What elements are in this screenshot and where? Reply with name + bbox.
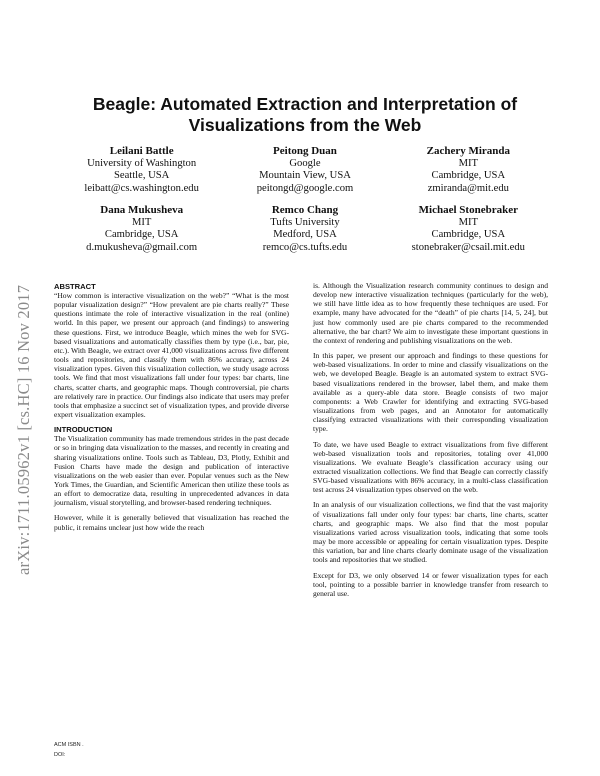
left-column	[54, 282, 289, 538]
arxiv-identifier: arXiv:1711.05962v1 [cs.HC] 16 Nov 2017	[14, 284, 33, 576]
footnote-isbn: ACM ISBN .	[54, 742, 84, 748]
author-location: Mountain View, USA	[259, 170, 351, 181]
author-affiliation: Google	[289, 157, 321, 169]
author-name: Zachery Miranda	[426, 145, 511, 157]
author-location: Cambridge, USA	[431, 229, 506, 240]
body-paragraph: is. Although the Visualization research community continues to design and develop new interactive visualization techniques (particularly for the web), we still have little idea as to how frequently these techniques are used. For example, many have advocated for the “death” of pie charts [14, 5, 24], but just how commonly used are pie charts compared to the recommended alternative, the bar chart? We aim to investigate these important questions in the context of rendering and publishing visualizations on the web.	[313, 281, 548, 345]
intro-paragraph: The Visualization community has made tremendous strides in the past decade or so in bringing data visualization to the masses, and recently in creating and sharing visualizations online. Tools such as Tableau, D3, Plotly, Exhibit and Fusion Charts have made the design and publication of interactive visualizations on the web easier than ever. Popular venues such as the New York Times, the Guardian, and Scientific American then utilize these tools as an effort to democratize data, resulting in unprecedented advances in data journalism, visual storytelling, and browser-based rendering techniques.	[54, 434, 289, 508]
author-entry	[223, 204, 386, 254]
author-email: d.mukusheva@gmail.com	[86, 241, 198, 253]
author-name: Leilani Battle	[109, 145, 174, 157]
body-paragraph: In this paper, we present our approach and findings to these questions for web-based visualizations. In order to mine and classify visualizations on the web, we developed Beagle. Beagle is an automated system to extract SVG-based visualizations rendered in the browser, label them, and make them available as a query-able data store. Beagle consists of two major components: a Web Crawler for identifying and extracting SVG-based visualizations from web pages, and an Annotator for automatically classifying extracted visualizations with their corresponding visualization type.	[313, 351, 548, 434]
author-entry	[60, 145, 223, 195]
body-paragraph: In an analysis of our visualization collections, we find that the vast majority of visualizations fall under only four types: bar charts, line charts, scatter charts, and geographic maps. We also find that the most popular visualizations varied across visualization tools, indicating that some tools may be more accessible or appealing for certain visualization types. Despite this variation, bar and line charts clearly dominate usage of the visualization tools and repositories that we studied.	[313, 500, 548, 565]
author-email: peitongd@google.com	[256, 182, 354, 194]
abstract-heading: ABSTRACT	[54, 282, 96, 291]
author-location: Cambridge, USA	[431, 170, 506, 181]
right-column	[313, 281, 548, 604]
body-paragraph: Except for D3, we only observed 14 or fewer visualization types for each tool, pointing to a possible barrier in knowledge transfer from research to general use.	[313, 570, 548, 598]
intro-paragraph: However, while it is generally believed that visualization has reached the public, it remains unclear just how wide the reach	[54, 513, 289, 532]
author-affiliation: MIT	[458, 216, 479, 228]
paper-title: Beagle: Automated Extraction and Interpretation of Visualizations from the Web	[92, 94, 518, 135]
footnote-doi: DOI:	[54, 752, 66, 758]
body-paragraph: To date, we have used Beagle to extract visualizations from five different web-based visualization tools and repositories, totaling over 41,000 visualizations. We evaluate Beagle’s classification accuracy using our extracted visualization collections. We find that Beagle can correctly classify SVG-based visualizations with 86% accuracy, in a multi-class classification test across 24 visualization types observed on the web.	[313, 439, 548, 495]
author-email: zmiranda@mit.edu	[427, 182, 509, 194]
author-entry	[387, 204, 550, 254]
author-affiliation: MIT	[131, 216, 152, 228]
author-name: Remco Chang	[271, 204, 339, 216]
author-affiliation: University of Washington	[87, 157, 197, 169]
author-location: Cambridge, USA	[104, 229, 179, 240]
author-entry	[387, 145, 550, 195]
author-email: stonebraker@csail.mit.edu	[411, 241, 525, 253]
author-location: Medford, USA	[273, 229, 337, 240]
author-entry	[223, 145, 386, 195]
author-name: Michael Stonebraker	[418, 204, 518, 216]
footnote	[54, 740, 84, 760]
author-affiliation: Tufts University	[270, 216, 340, 228]
author-block	[60, 145, 550, 254]
author-location: Seattle, USA	[114, 170, 170, 181]
abstract-text: “How common is interactive visualization on the web?” “What is the most popular visualization design?” “How prevalent are pie charts really?” These questions intimate the role of interactive visualization in the real (online) world. In this paper, we present our approach (and findings) to answering these questions. First, we introduce Beagle, which mines the web for SVG-based visualizations and automatically classifies them by type (i.e., bar, pie, etc.). With Beagle, we extract over 41,000 visualizations across five different tools and repositories, and classify them with 86% accuracy, across 24 visualization types. Given this visualization collection, we study usage across tools. We find that most visualizations fall under four types: bar charts, line charts, scatter charts, and geographic maps. Though controversial, pie charts are relatively rare in practice. Our findings also indicate that users may prefer tools that emphasize a succinct set of visualization types, and provide diverse expert visualization examples.	[54, 291, 289, 420]
author-name: Peitong Duan	[273, 145, 337, 157]
author-email: leibatt@cs.washington.edu	[84, 182, 199, 194]
introduction-heading: INTRODUCTION	[54, 425, 113, 435]
author-affiliation: MIT	[458, 157, 479, 169]
author-email: remco@cs.tufts.edu	[262, 241, 348, 253]
author-name: Dana Mukusheva	[100, 204, 184, 216]
author-entry	[60, 204, 223, 254]
